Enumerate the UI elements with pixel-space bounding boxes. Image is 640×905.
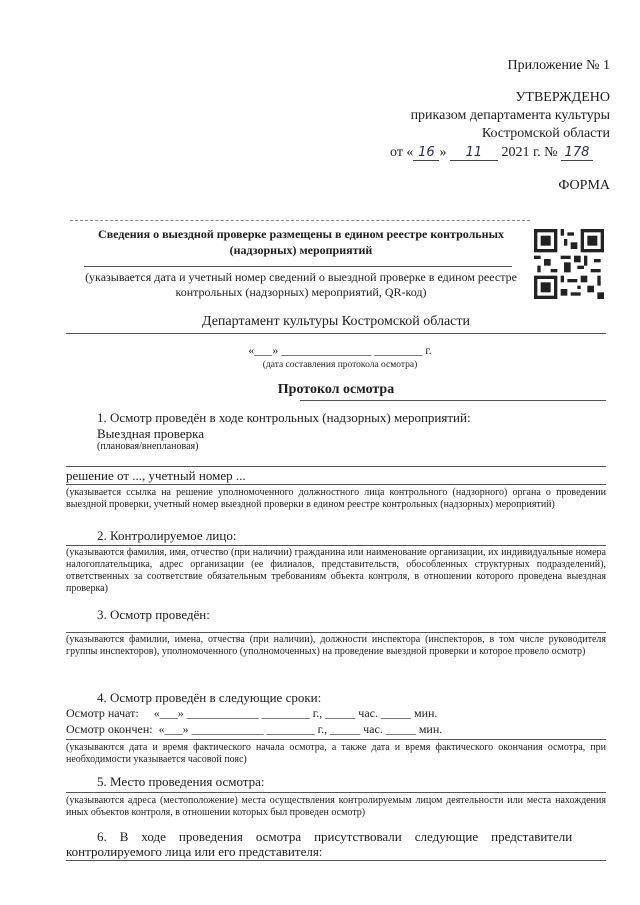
order-line-1: приказом департамента культуры	[410, 108, 610, 123]
section-1-title: 1. Осмотр проведён в ходе контрольных (надзорных) мероприятий:	[97, 410, 471, 425]
section-1-value-note: (плановая/внеплановая)	[97, 441, 199, 452]
section-4-title: 4. Осмотр проведён в следующие сроки:	[97, 690, 322, 705]
order-date-line: от « 16 » 11 2021 г. № 178	[390, 145, 593, 161]
protocol-date-blank: «___» _______________ ________ г.	[248, 343, 432, 357]
appendix-label: Приложение № 1	[507, 58, 610, 73]
order-number-handwritten: 178	[561, 145, 593, 161]
section-1-decision-note: (указывается ссылка на решение уполномоченного должностного лица контрольного (надзорного) органа о проведении выездной проверки, учетный номер выездной проверки в едином реестре контрольных (надзорных) мероприятий)	[66, 487, 606, 510]
protocol-title: Протокол осмотра	[277, 382, 395, 397]
section-6-line-1: 6. В ходе проведения осмотра присутствовали следующие представители	[97, 829, 573, 844]
protocol-date-note: (дата составления протокола осмотра)	[262, 360, 418, 370]
section-3-title: 3. Осмотр проведён:	[97, 607, 210, 622]
section-2-title: 2. Контролируемое лицо:	[97, 528, 237, 543]
inspection-start: Осмотр начат: «___» ____________ ________ г., _____ час. _____ мин.	[66, 706, 438, 720]
section-5-title: 5. Место проведения осмотра:	[97, 774, 265, 789]
date-month-handwritten: 11	[450, 145, 498, 161]
section-1-value: Выездная проверка	[97, 426, 204, 441]
section-2-note: (указываются фамилия, имя, отчество (при наличии) гражданина или наименование организации, их индивидуальные номера налогоплательщика, адрес организации (ее филиалов, представительств, обособленных структурных подразделений), ответственных за соответствие обязательным требованиям объекта контроля, в отношении которого проведена выездная проверка)	[66, 547, 606, 594]
approved-label: УТВЕРЖДЕНО	[515, 90, 610, 105]
section-3-note: (указываются фамилии, имена, отчества (при наличии), должности инспектора (инспекторов, в том числе руководителя группы инспекторов), уполномоченного (уполномоченных) на проведение выездной проверки и которое провело осмотр)	[66, 634, 606, 657]
department-name: Департамент культуры Костромской области	[202, 314, 470, 329]
registry-box-title: Сведения о выездной проверке размещены в едином реестре контрольных (надзорных) мероприятий	[98, 227, 504, 257]
form-label: ФОРМА	[558, 178, 610, 193]
section-1-decision: решение от ..., учетный номер ...	[66, 468, 246, 483]
inspection-end: Осмотр окончен: «___» ____________ ________ г., _____ час. _____ мин.	[66, 722, 443, 736]
qr-code-icon	[534, 229, 604, 299]
order-line-2: Костромской области	[481, 126, 610, 141]
section-6-line-2: контролируемого лица или его представителя:	[66, 844, 323, 859]
date-day-handwritten: 16	[413, 145, 439, 161]
registry-box-note: (указывается дата и учетный номер сведений о выездной проверке в едином реестре контрольных (надзорных) мероприятий, QR-код)	[85, 270, 517, 299]
section-4-note: (указываются дата и время фактического начала осмотра, а также дата и время фактического окончания осмотра, при необходимости указывается часовой пояс)	[66, 742, 606, 765]
section-5-note: (указываются адреса (местоположение) места осуществления контролируемым лицом деятельности или места нахождения иных объектов контроля, в отношении которых был проведен осмотр)	[66, 795, 606, 818]
